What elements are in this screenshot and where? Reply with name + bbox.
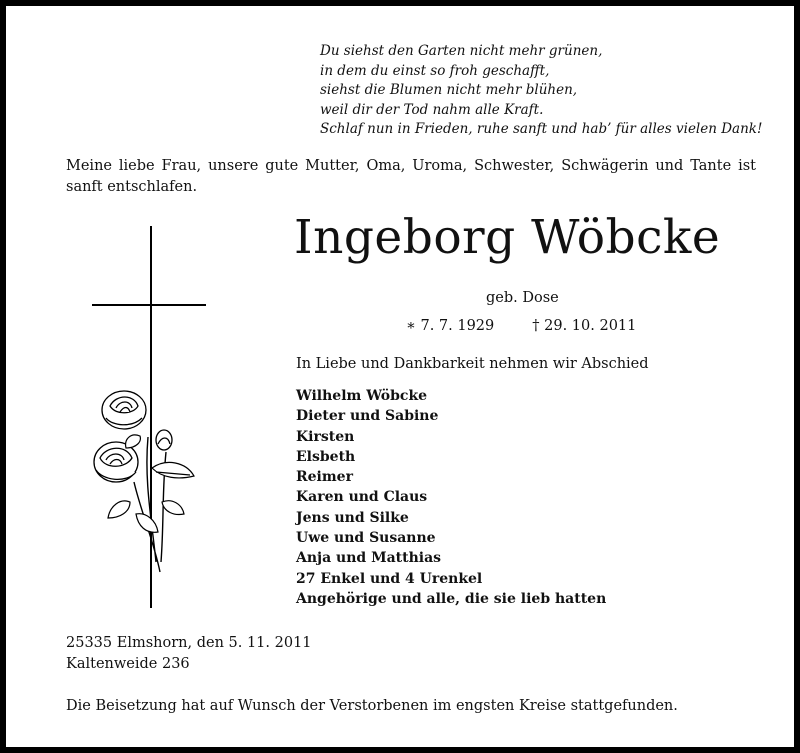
death-date: † 29. 10. 2011 [532,318,637,334]
street: Kaltenweide 236 [66,656,190,672]
poem-line: Du siehst den Garten nicht mehr grünen, [320,43,603,59]
list-item: Elsbeth [296,448,356,465]
list-item: Kirsten [296,428,355,445]
poem-line: siehst die Blumen nicht mehr blühen, [320,82,578,98]
family-list [296,386,606,609]
list-item: Wilhelm Wöbcke [296,388,428,404]
list-item: Uwe und Susanne [296,530,436,547]
poem-line: in dem du einst so froh geschafft, [320,62,550,79]
list-item: Reimer [296,469,353,486]
birth-date: ∗ 7. 7. 1929 [406,318,495,334]
list-item: Angehörige und alle, die sie lieb hatten [296,590,607,607]
deceased-name: Ingeborg Wöbcke [294,210,721,265]
cross-with-roses-icon [86,222,206,612]
list-item: Jens und Silke [296,509,409,526]
funeral-note: Die Beisetzung hat auf Wunsch der Verstorbenen im engsten Kreise stattgefunden. [66,698,678,714]
intro-text: Meine liebe Frau, unsere gute Mutter, Oma, Uroma, Schwester, Schwägerin und Tante ist sanft entschlafen. [66,158,756,195]
address-block [66,633,312,675]
list-item: Karen und Claus [296,489,428,506]
poem-line: weil dir der Tod nahm alle Kraft. [320,101,544,118]
list-item: 27 Enkel und 4 Urenkel [296,570,483,587]
city-date: 25335 Elmshorn, den 5. 11. 2011 [66,635,312,651]
poem-line: Schlaf nun in Frieden, ruhe sanft und hab’ für alles vielen Dank! [320,121,763,137]
life-dates [406,318,636,334]
list-item: Anja und Matthias [296,550,442,567]
birth-name: geb. Dose [486,290,559,306]
poem [320,42,762,140]
list-item: Dieter und Sabine [296,408,439,425]
farewell-text: In Liebe und Dankbarkeit nehmen wir Abschied [296,356,649,372]
